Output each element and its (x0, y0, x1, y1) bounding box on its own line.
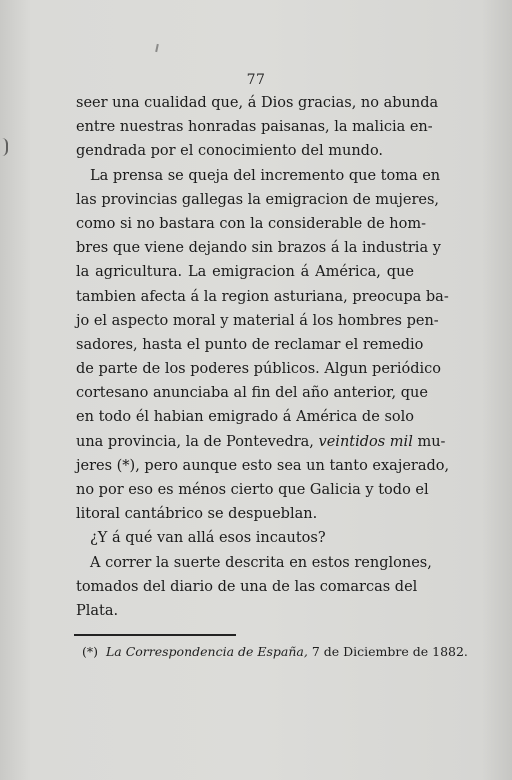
emphasis-veintidos-mil: veintidos mil (318, 433, 413, 450)
text-line: tomados del diario de una de las comarcas del (76, 578, 418, 595)
text-line: seer una cualidad que, á Dios gracias, no abunda (76, 95, 439, 111)
ink-speck (155, 44, 159, 52)
page-edge-mark (0, 138, 8, 156)
body-text (76, 91, 450, 623)
text-line: gendrada por el conocimiento del mundo. (76, 143, 384, 160)
paragraph-start: ¿Y á qué van allá esos incautos? (90, 530, 326, 547)
page-number: 77 (246, 72, 266, 88)
text-line-with-emphasis (76, 430, 446, 454)
text-line: como si no bastara con la considerable de hom- (76, 215, 427, 232)
text-line: sadores, hasta el punto de reclamar el remedio (76, 336, 424, 353)
text-line: no por eso es ménos cierto que Galicia y todo el (76, 482, 429, 498)
footnote-date: 7 de Diciembre de 1882. (311, 644, 468, 659)
text-line: cortesano anunciaba al fin del año anterior, que (76, 385, 428, 402)
text-line: litoral cantábrico se despueblan. (76, 506, 318, 523)
text-line: tambien afecta á la region asturiana, preocupa ba- (76, 288, 449, 305)
footnote (82, 644, 468, 659)
footnote-marker: (*) (82, 644, 99, 659)
text-line: jo el aspecto moral y material á los hombres pen- (76, 312, 439, 329)
text-line: en todo él habian emigrado á América de solo (76, 409, 414, 426)
text-line: las provincias gallegas la emigracion de mujeres, (76, 191, 440, 208)
text-line: bres que viene dejando sin brazos á la industria y (76, 240, 441, 257)
text-line: de parte de los poderes públicos. Algun periódico (76, 361, 441, 378)
footnote-divider (74, 634, 236, 636)
text-line: Plata. (76, 602, 119, 619)
text-line: jeres (*), pero aunque esto sea un tanto exajerado, (76, 457, 450, 474)
text-line: la agricultura. La emigracion á América, que (76, 264, 414, 281)
footnote-source: La Correspondencia de España, (105, 644, 308, 659)
paragraph-start: A correr la suerte descrita en estos renglones, (90, 554, 432, 571)
paragraph-start: La prensa se queja del incremento que toma en (90, 167, 441, 184)
text-run: mu- (412, 433, 446, 450)
text-run: una provincia, la de Pontevedra, (76, 433, 314, 450)
text-line: entre nuestras honradas paisanas, la malicia en- (76, 119, 433, 136)
